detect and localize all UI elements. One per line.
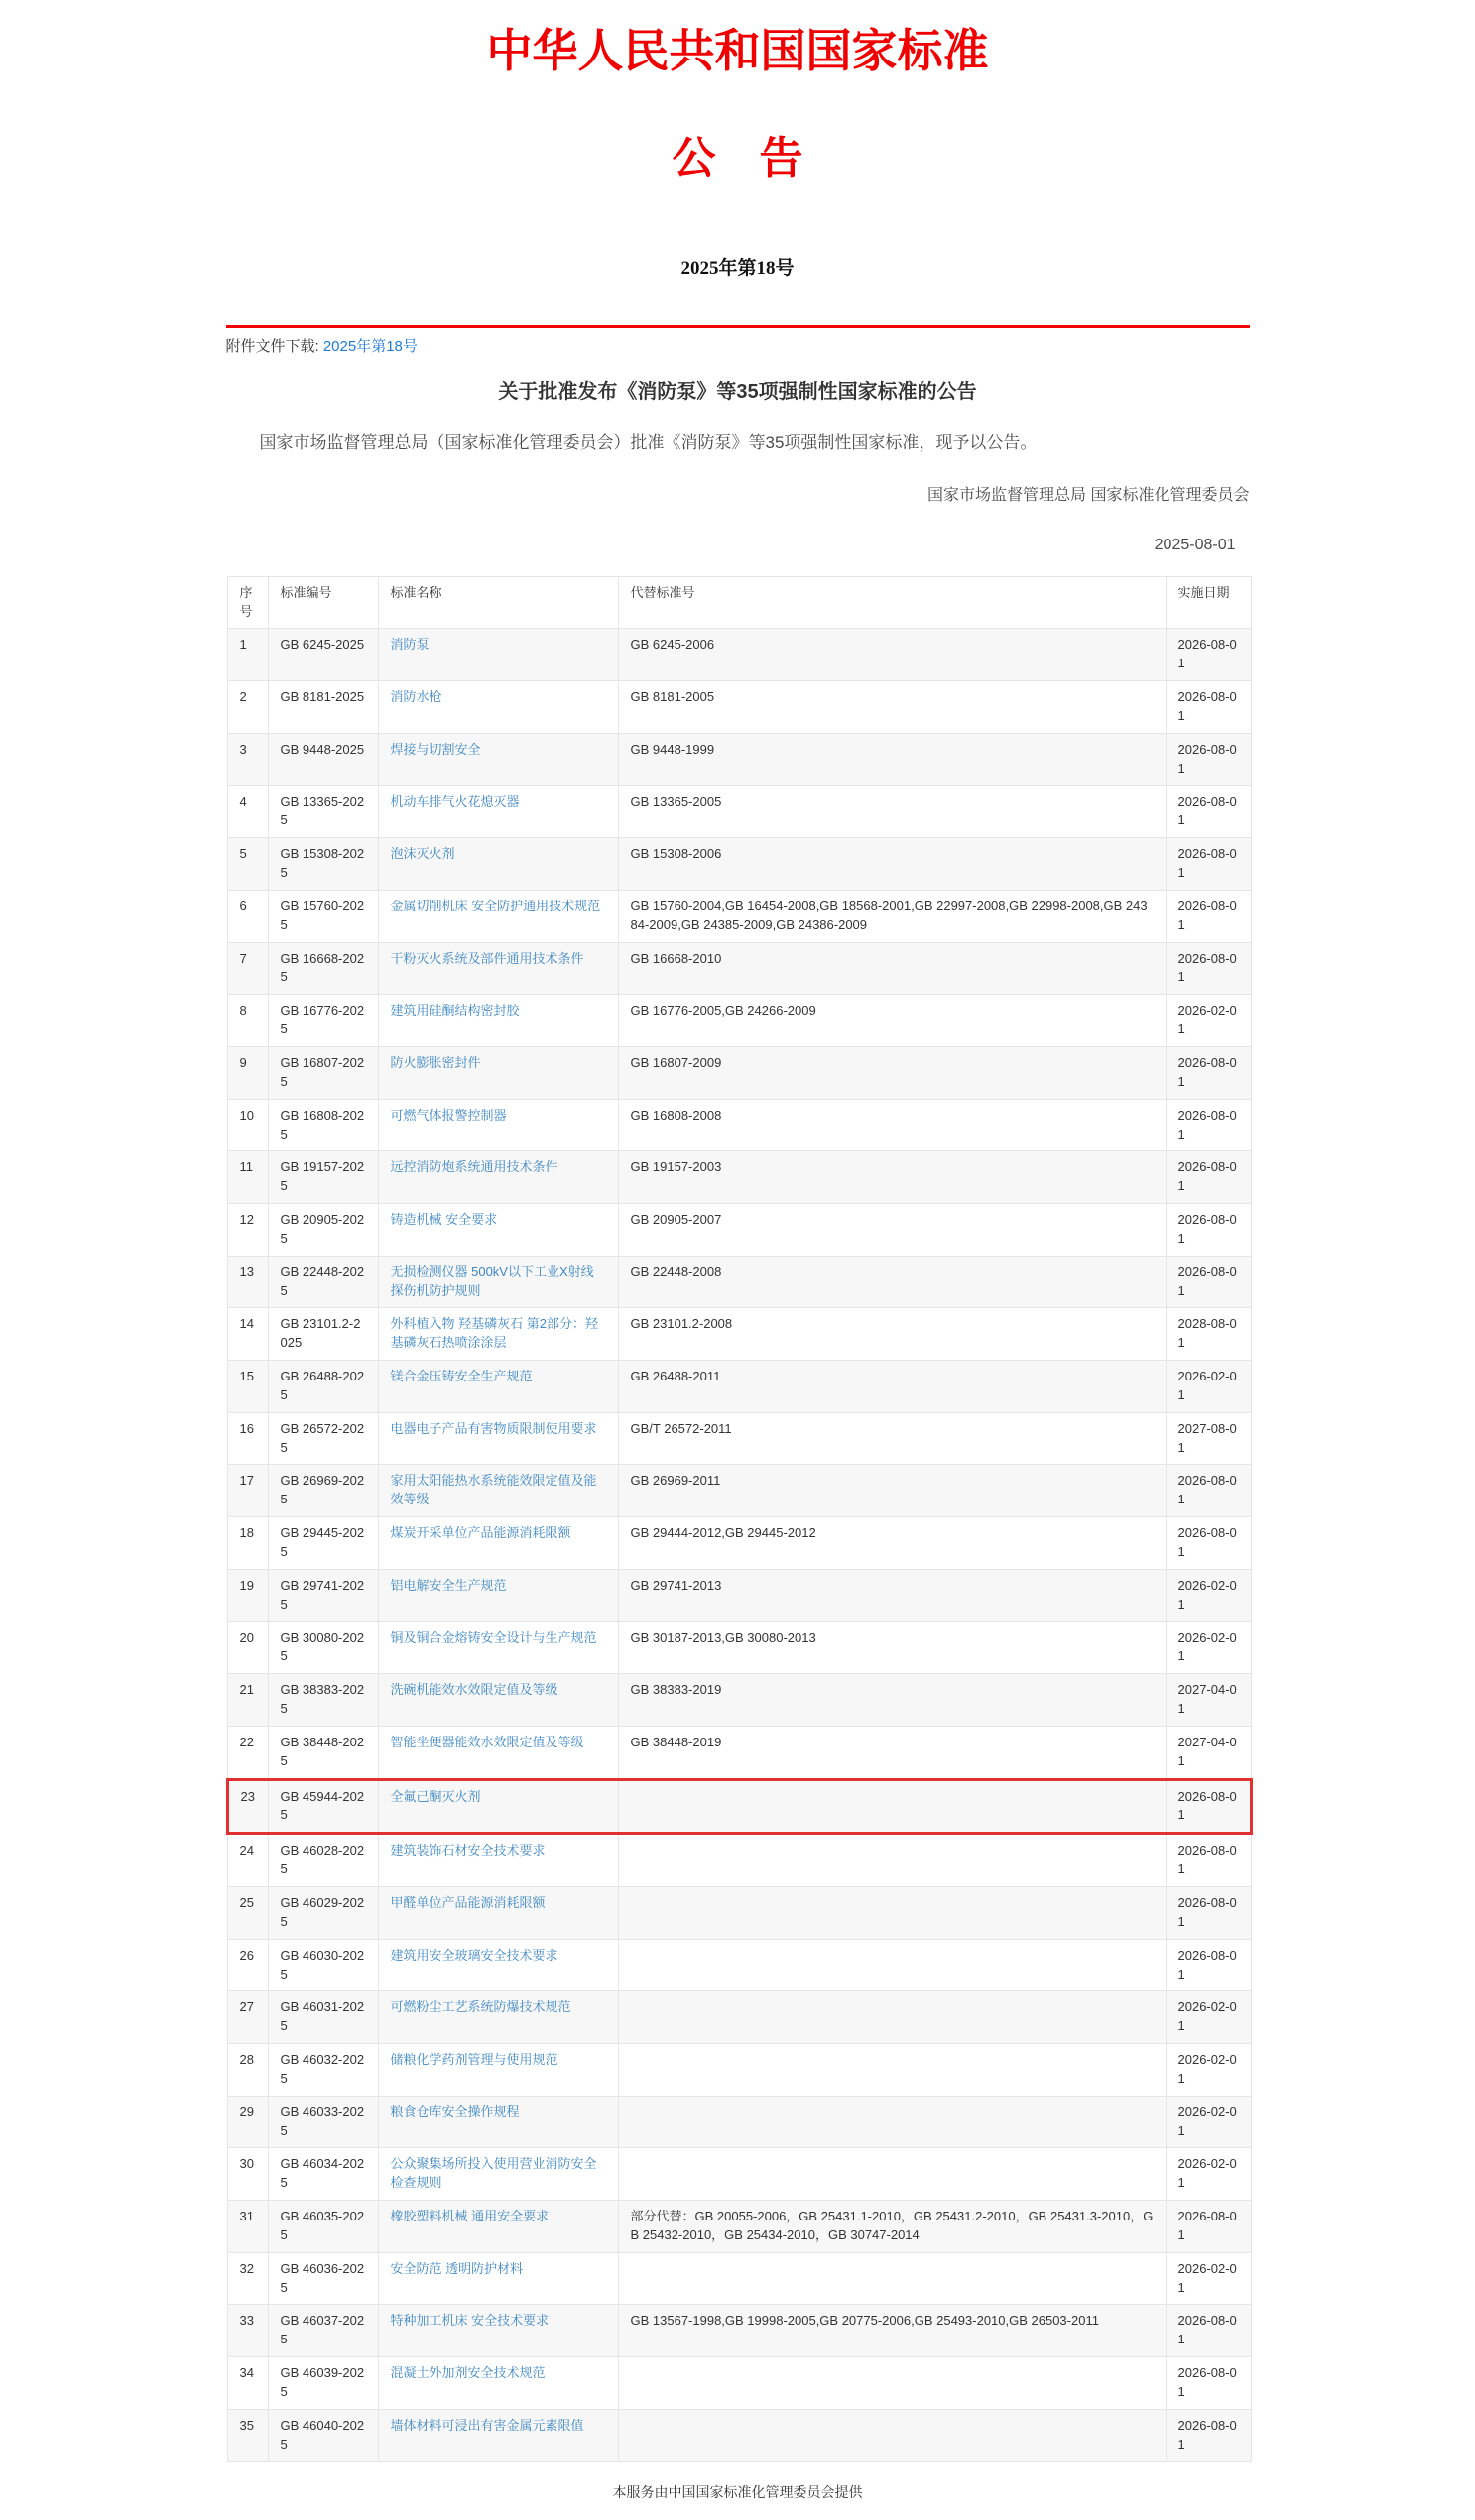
row-standard-code: GB 38448-2025 [268, 1726, 378, 1779]
row-standard-name-cell [378, 2201, 618, 2253]
page-title: 中华人民共和国国家标准 [486, 26, 989, 76]
row-standard-code: GB 46036-2025 [268, 2252, 378, 2305]
table-row [227, 2148, 1251, 2201]
row-standard-name-cell [378, 1886, 618, 1939]
row-seq: 10 [227, 1099, 268, 1151]
row-standard-code: GB 26572-2025 [268, 1412, 378, 1465]
row-standard-code: GB 46031-2025 [268, 1991, 378, 2044]
standard-name-link[interactable]: 煤炭开采单位产品能源消耗限额 [390, 1525, 571, 1541]
row-replaced-codes: GB 16807-2009 [618, 1046, 1166, 1099]
row-standard-name-cell [378, 1621, 618, 1674]
standard-name-link[interactable]: 消防水枪 [390, 689, 442, 705]
table-row [227, 1674, 1251, 1727]
row-impl-date: 2026-08-01 [1166, 1939, 1251, 1991]
row-seq: 27 [227, 1991, 268, 2044]
standard-name-link[interactable]: 建筑用安全玻璃安全技术要求 [390, 1947, 558, 1963]
row-standard-name-cell [378, 1308, 618, 1361]
table-row [227, 2096, 1251, 2148]
row-replaced-codes [618, 2096, 1166, 2148]
row-standard-code: GB 16808-2025 [268, 1099, 378, 1151]
footer-text: 本服务由中国国家标准化管理委员会提供 [612, 2483, 863, 2500]
row-impl-date: 2026-08-01 [1166, 2201, 1251, 2253]
row-standard-name-cell [378, 1939, 618, 1991]
row-impl-date: 2026-08-01 [1166, 2305, 1251, 2357]
row-seq: 15 [227, 1361, 268, 1413]
table-row [227, 681, 1251, 734]
row-impl-date: 2026-08-01 [1166, 838, 1251, 891]
announcement-page [226, 0, 1250, 2520]
row-seq: 28 [227, 2044, 268, 2097]
row-impl-date: 2026-08-01 [1166, 1779, 1251, 1834]
row-replaced-codes: GB 30187-2013,GB 30080-2013 [618, 1621, 1166, 1674]
table-row [227, 1204, 1251, 1257]
row-standard-name-cell [378, 1046, 618, 1099]
row-replaced-codes: GB 38448-2019 [618, 1726, 1166, 1779]
standard-name-link[interactable]: 墙体材料可浸出有害金属元素限值 [390, 2417, 584, 2433]
table-row [227, 1621, 1251, 1674]
row-impl-date: 2026-08-01 [1166, 1151, 1251, 1204]
row-standard-code: GB 46039-2025 [268, 2357, 378, 2410]
standard-name-link[interactable]: 铝电解安全生产规范 [390, 1577, 507, 1593]
table-row [227, 1569, 1251, 1621]
row-replaced-codes [618, 1886, 1166, 1939]
row-seq: 2 [227, 681, 268, 734]
row-standard-name-cell [378, 2044, 618, 2097]
row-standard-name-cell [378, 2409, 618, 2461]
col-header-seq: 序号 [227, 576, 268, 629]
row-replaced-codes [618, 2148, 1166, 2201]
row-impl-date: 2026-02-01 [1166, 2252, 1251, 2305]
standard-name-link[interactable]: 铸造机械 安全要求 [390, 1212, 498, 1228]
table-row [227, 1308, 1251, 1361]
standard-name-link[interactable]: 安全防范 透明防护材料 [390, 2260, 524, 2276]
table-row [227, 1412, 1251, 1465]
row-standard-name-cell [378, 1465, 618, 1517]
row-replaced-codes: GB 8181-2005 [618, 681, 1166, 734]
row-impl-date: 2027-08-01 [1166, 1412, 1251, 1465]
row-seq: 35 [227, 2409, 268, 2461]
row-standard-name-cell [378, 1674, 618, 1727]
attachment-download-row [226, 335, 1250, 356]
row-standard-code: GB 46040-2025 [268, 2409, 378, 2461]
table-row [227, 2305, 1251, 2357]
row-standard-name-cell [378, 2096, 618, 2148]
standard-name-link[interactable]: 可燃气体报警控制器 [390, 1107, 507, 1123]
row-seq: 22 [227, 1726, 268, 1779]
row-standard-code: GB 6245-2025 [268, 629, 378, 681]
row-standard-code: GB 30080-2025 [268, 1621, 378, 1674]
table-row [227, 890, 1251, 942]
standards-table [226, 576, 1253, 2462]
row-standard-name-cell [378, 785, 618, 838]
row-impl-date: 2026-08-01 [1166, 1204, 1251, 1257]
row-replaced-codes: GB 26488-2011 [618, 1361, 1166, 1413]
table-row [227, 838, 1251, 891]
issuer-signature: 国家市场监督管理总局 国家标准化管理委员会 [927, 486, 1250, 504]
table-row [227, 2409, 1251, 2461]
row-seq: 25 [227, 1886, 268, 1939]
row-standard-code: GB 9448-2025 [268, 733, 378, 785]
row-impl-date: 2026-08-01 [1166, 1517, 1251, 1570]
row-standard-code: GB 13365-2025 [268, 785, 378, 838]
row-standard-code: GB 46028-2025 [268, 1834, 378, 1887]
row-replaced-codes: GB 29741-2013 [618, 1569, 1166, 1621]
row-standard-code: GB 16776-2025 [268, 995, 378, 1047]
standard-name-link[interactable]: 家用太阳能热水系统能效限定值及能效等级 [390, 1473, 597, 1507]
row-seq: 8 [227, 995, 268, 1047]
row-replaced-codes: GB 16776-2005,GB 24266-2009 [618, 995, 1166, 1047]
row-standard-code: GB 46033-2025 [268, 2096, 378, 2148]
row-impl-date: 2026-08-01 [1166, 785, 1251, 838]
row-impl-date: 2026-02-01 [1166, 995, 1251, 1047]
row-standard-name-cell [378, 1361, 618, 1413]
standard-name-link[interactable]: 干粉灭火系统及部件通用技术条件 [390, 950, 584, 966]
row-standard-name-cell [378, 1834, 618, 1887]
notice-body: 国家市场监督管理总局（国家标准化管理委员会）批准《消防泵》等35项强制性国家标准，现予以公告。 [259, 432, 1038, 452]
row-impl-date: 2026-08-01 [1166, 1099, 1251, 1151]
row-replaced-codes [618, 2409, 1166, 2461]
row-seq: 16 [227, 1412, 268, 1465]
row-standard-code: GB 22448-2025 [268, 1256, 378, 1308]
row-replaced-codes: GB 9448-1999 [618, 733, 1166, 785]
row-standard-code: GB 46029-2025 [268, 1886, 378, 1939]
table-row [227, 629, 1251, 681]
row-replaced-codes: GB 38383-2019 [618, 1674, 1166, 1727]
table-row [227, 1939, 1251, 1991]
row-impl-date: 2026-08-01 [1166, 890, 1251, 942]
row-standard-code: GB 20905-2025 [268, 1204, 378, 1257]
row-standard-name-cell [378, 2305, 618, 2357]
row-standard-name-cell [378, 681, 618, 734]
standard-name-link[interactable]: 建筑用硅酮结构密封胶 [390, 1003, 520, 1019]
table-row [227, 785, 1251, 838]
row-impl-date: 2026-02-01 [1166, 2096, 1251, 2148]
standard-name-link[interactable]: 无损检测仪器 500kV以下工业X射线探伤机防护规则 [390, 1263, 594, 1298]
row-standard-name-cell [378, 1726, 618, 1779]
standard-name-link[interactable]: 铜及铜合金熔铸安全设计与生产规范 [390, 1629, 597, 1645]
row-replaced-codes [618, 2357, 1166, 2410]
row-seq: 1 [227, 629, 268, 681]
table-row [227, 995, 1251, 1047]
table-row [227, 1465, 1251, 1517]
row-replaced-codes: GB 15308-2006 [618, 838, 1166, 891]
row-standard-code: GB 19157-2025 [268, 1151, 378, 1204]
standard-name-link[interactable]: 消防泵 [390, 637, 430, 653]
row-seq: 31 [227, 2201, 268, 2253]
row-standard-name-cell [378, 733, 618, 785]
row-standard-code: GB 16807-2025 [268, 1046, 378, 1099]
table-row [227, 2201, 1251, 2253]
row-standard-code: GB 46035-2025 [268, 2201, 378, 2253]
row-standard-name-cell [378, 629, 618, 681]
table-row [227, 733, 1251, 785]
row-replaced-codes [618, 1834, 1166, 1887]
row-replaced-codes [618, 1779, 1166, 1834]
row-impl-date: 2026-08-01 [1166, 2357, 1251, 2410]
row-standard-code: GB 29741-2025 [268, 1569, 378, 1621]
attachment-label: 附件文件下载: [225, 337, 319, 355]
row-standard-code: GB 26488-2025 [268, 1361, 378, 1413]
row-seq: 21 [227, 1674, 268, 1727]
standard-name-link[interactable]: 建筑装饰石材安全技术要求 [390, 1843, 546, 1859]
row-replaced-codes: 部分代替：GB 20055-2006，GB 25431.1-2010，GB 25431.2-2010，GB 25431.3-2010，GB 25432-2010，GB 25434-2010，GB 30747-2014 [618, 2201, 1166, 2253]
row-replaced-codes [618, 2044, 1166, 2097]
row-impl-date: 2027-04-01 [1166, 1726, 1251, 1779]
row-standard-name-cell [378, 1412, 618, 1465]
standard-name-link[interactable]: 智能坐便器能效水效限定值及等级 [390, 1734, 584, 1749]
row-standard-code: GB 16668-2025 [268, 942, 378, 995]
row-standard-name-cell [378, 890, 618, 942]
row-seq: 18 [227, 1517, 268, 1570]
row-replaced-codes: GB 23101.2-2008 [618, 1308, 1166, 1361]
standard-name-link[interactable]: 金属切削机床 安全防护通用技术规范 [390, 898, 601, 913]
row-standard-code: GB 45944-2025 [268, 1779, 378, 1834]
row-replaced-codes: GB 20905-2007 [618, 1204, 1166, 1257]
row-standard-name-cell [378, 1779, 618, 1834]
row-seq: 14 [227, 1308, 268, 1361]
table-row [227, 1361, 1251, 1413]
standard-name-link[interactable]: 全氟己酮灭火剂 [390, 1788, 481, 1804]
header-row [227, 576, 1251, 629]
row-seq: 34 [227, 2357, 268, 2410]
row-impl-date: 2026-02-01 [1166, 1991, 1251, 2044]
table-row [227, 1046, 1251, 1099]
row-seq: 3 [227, 733, 268, 785]
row-impl-date: 2026-08-01 [1166, 2409, 1251, 2461]
row-replaced-codes: GB 16668-2010 [618, 942, 1166, 995]
row-standard-code: GB 15308-2025 [268, 838, 378, 891]
row-impl-date: 2026-08-01 [1166, 1046, 1251, 1099]
row-replaced-codes: GB/T 26572-2011 [618, 1412, 1166, 1465]
row-impl-date: 2026-08-01 [1166, 942, 1251, 995]
table-row [227, 1256, 1251, 1308]
row-standard-code: GB 46030-2025 [268, 1939, 378, 1991]
row-seq: 17 [227, 1465, 268, 1517]
row-standard-name-cell [378, 2357, 618, 2410]
row-standard-name-cell [378, 1151, 618, 1204]
row-standard-name-cell [378, 1569, 618, 1621]
row-standard-code: GB 46037-2025 [268, 2305, 378, 2357]
table-row [227, 942, 1251, 995]
row-impl-date: 2026-08-01 [1166, 681, 1251, 734]
standard-name-link[interactable]: 焊接与切割安全 [390, 741, 481, 757]
row-seq: 6 [227, 890, 268, 942]
standard-name-link[interactable]: 公众聚集场所投入使用营业消防安全检查规则 [390, 2156, 597, 2191]
standard-name-link[interactable]: 混凝土外加剂安全技术规范 [390, 2365, 546, 2381]
issue-number: 2025年第18号 [680, 257, 795, 279]
row-impl-date: 2026-02-01 [1166, 1569, 1251, 1621]
attachment-link[interactable]: 2025年第18号 [322, 337, 418, 355]
row-impl-date: 2026-08-01 [1166, 1834, 1251, 1887]
row-impl-date: 2026-08-01 [1166, 1886, 1251, 1939]
row-standard-name-cell [378, 2148, 618, 2201]
standard-name-link[interactable]: 洗碗机能效水效限定值及等级 [390, 1682, 558, 1698]
row-standard-name-cell [378, 1256, 618, 1308]
row-standard-code: GB 46032-2025 [268, 2044, 378, 2097]
row-replaced-codes [618, 1939, 1166, 1991]
row-standard-name-cell [378, 838, 618, 891]
standards-table-header [227, 576, 1251, 629]
row-standard-name-cell [378, 1099, 618, 1151]
table-row [227, 1886, 1251, 1939]
row-impl-date: 2026-08-01 [1166, 1256, 1251, 1308]
row-replaced-codes: GB 16808-2008 [618, 1099, 1166, 1151]
row-replaced-codes: GB 15760-2004,GB 16454-2008,GB 18568-2001,GB 22997-2008,GB 22998-2008,GB 24384-2009,GB 24385-2009,GB 24386-2009 [618, 890, 1166, 942]
row-replaced-codes [618, 1991, 1166, 2044]
row-replaced-codes: GB 19157-2003 [618, 1151, 1166, 1204]
table-row [227, 1726, 1251, 1779]
row-standard-code: GB 8181-2025 [268, 681, 378, 734]
row-seq: 13 [227, 1256, 268, 1308]
row-standard-name-cell [378, 2252, 618, 2305]
table-row [227, 1779, 1251, 1834]
row-impl-date: 2026-02-01 [1166, 1361, 1251, 1413]
row-standard-name-cell [378, 1204, 618, 1257]
table-row [227, 1517, 1251, 1570]
row-seq: 11 [227, 1151, 268, 1204]
row-seq: 20 [227, 1621, 268, 1674]
row-seq: 5 [227, 838, 268, 891]
row-replaced-codes [618, 2252, 1166, 2305]
table-row [227, 2044, 1251, 2097]
row-impl-date: 2026-08-01 [1166, 733, 1251, 785]
standards-table-body [227, 629, 1251, 2461]
table-row [227, 2252, 1251, 2305]
row-impl-date: 2026-08-01 [1166, 629, 1251, 681]
row-standard-name-cell [378, 1517, 618, 1570]
row-replaced-codes: GB 26969-2011 [618, 1465, 1166, 1517]
row-seq: 4 [227, 785, 268, 838]
row-seq: 32 [227, 2252, 268, 2305]
table-row [227, 1834, 1251, 1887]
row-standard-code: GB 46034-2025 [268, 2148, 378, 2201]
row-replaced-codes: GB 6245-2006 [618, 629, 1166, 681]
row-seq: 29 [227, 2096, 268, 2148]
row-seq: 30 [227, 2148, 268, 2201]
standard-name-link[interactable]: 甲醛单位产品能源消耗限额 [390, 1894, 546, 1910]
row-standard-code: GB 23101.2-2025 [268, 1308, 378, 1361]
row-standard-name-cell [378, 942, 618, 995]
page-subtitle: 公 告 [672, 133, 803, 182]
col-header-impl-date: 实施日期 [1166, 576, 1251, 629]
col-header-standard-name: 标准名称 [378, 576, 618, 629]
row-impl-date: 2026-02-01 [1166, 1621, 1251, 1674]
row-impl-date: 2028-08-01 [1166, 1308, 1251, 1361]
red-divider [226, 325, 1250, 328]
standard-name-link[interactable]: 防火膨胀密封件 [390, 1054, 481, 1070]
standard-name-link[interactable]: 机动车排气火花熄灭器 [390, 793, 520, 809]
row-seq: 12 [227, 1204, 268, 1257]
row-standard-code: GB 15760-2025 [268, 890, 378, 942]
standard-name-link[interactable]: 镁合金压铸安全生产规范 [390, 1369, 533, 1384]
row-replaced-codes: GB 22448-2008 [618, 1256, 1166, 1308]
row-replaced-codes: GB 13365-2005 [618, 785, 1166, 838]
row-standard-name-cell [378, 995, 618, 1047]
row-impl-date: 2026-02-01 [1166, 2044, 1251, 2097]
issue-date: 2025-08-01 [1154, 536, 1236, 553]
standard-name-link[interactable]: 远控消防炮系统通用技术条件 [390, 1159, 558, 1175]
row-seq: 33 [227, 2305, 268, 2357]
notice-title: 关于批准发布《消防泵》等35项强制性国家标准的公告 [498, 380, 977, 403]
row-impl-date: 2026-02-01 [1166, 2148, 1251, 2201]
row-impl-date: 2027-04-01 [1166, 1674, 1251, 1727]
row-standard-code: GB 29445-2025 [268, 1517, 378, 1570]
col-header-replaced-code: 代替标准号 [618, 576, 1166, 629]
row-replaced-codes: GB 29444-2012,GB 29445-2012 [618, 1517, 1166, 1570]
row-standard-code: GB 38383-2025 [268, 1674, 378, 1727]
standard-name-link[interactable]: 外科植入物 羟基磷灰石 第2部分：羟基磷灰石热喷涂涂层 [390, 1316, 598, 1351]
row-seq: 7 [227, 942, 268, 995]
standard-name-link[interactable]: 粮食仓库安全操作规程 [390, 2103, 520, 2119]
row-seq: 26 [227, 1939, 268, 1991]
standard-name-link[interactable]: 橡胶塑料机械 通用安全要求 [390, 2209, 550, 2224]
standard-name-link[interactable]: 电器电子产品有害物质限制使用要求 [390, 1420, 597, 1436]
row-impl-date: 2026-08-01 [1166, 1465, 1251, 1517]
standard-name-link[interactable]: 特种加工机床 安全技术要求 [390, 2313, 550, 2329]
standard-name-link[interactable]: 泡沫灭火剂 [390, 846, 455, 862]
row-standard-code: GB 26969-2025 [268, 1465, 378, 1517]
row-replaced-codes: GB 13567-1998,GB 19998-2005,GB 20775-2006,GB 25493-2010,GB 26503-2011 [618, 2305, 1166, 2357]
row-seq: 9 [227, 1046, 268, 1099]
col-header-standard-code: 标准编号 [268, 576, 378, 629]
table-row [227, 1991, 1251, 2044]
standard-name-link[interactable]: 可燃粉尘工艺系统防爆技术规范 [390, 1999, 571, 2015]
row-seq: 19 [227, 1569, 268, 1621]
standard-name-link[interactable]: 储粮化学药剂管理与使用规范 [390, 2052, 558, 2068]
table-row [227, 1151, 1251, 1204]
row-seq: 24 [227, 1834, 268, 1887]
table-row [227, 2357, 1251, 2410]
row-seq: 23 [227, 1779, 268, 1834]
table-row [227, 1099, 1251, 1151]
row-standard-name-cell [378, 1991, 618, 2044]
